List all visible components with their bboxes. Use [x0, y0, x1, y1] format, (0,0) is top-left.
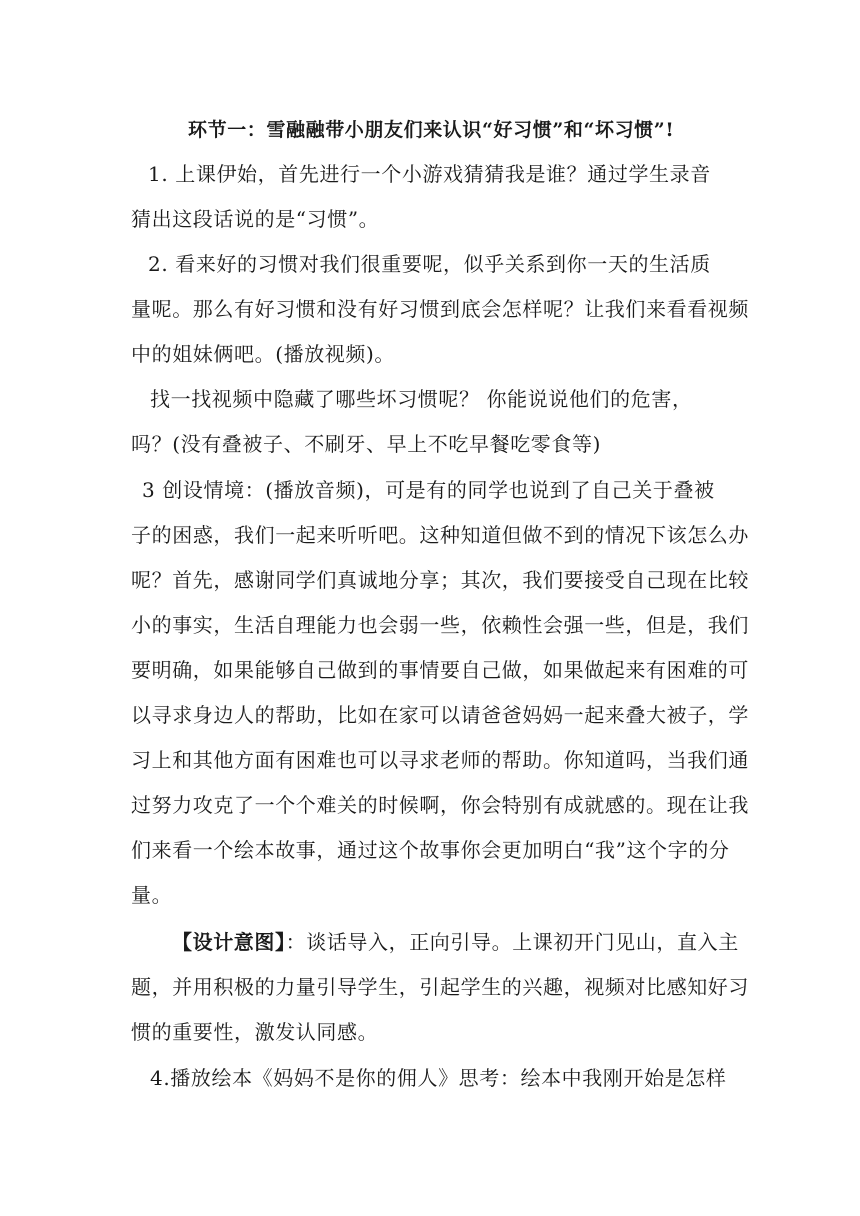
paragraph-line: 以寻求身边人的帮助，比如在家可以请爸爸妈妈一起来叠大被子，学 — [131, 703, 749, 727]
section-heading: 环节一：雪融融带小朋友们来认识“好习惯”和“坏习惯”! — [188, 119, 675, 141]
paragraph-line: 要明确，如果能够自己做到的事情要自己做，如果做起来有困难的可 — [131, 658, 749, 682]
paragraph-line: 题，并用积极的力量引导学生，引起学生的兴趣，视频对比感知好习 — [131, 975, 749, 999]
design-intent-label: 【设计意图】 — [172, 930, 286, 954]
paragraph-line: 惯的重要性，激发认同感。 — [131, 1020, 379, 1044]
paragraph-line: 们来看一个绘本故事，通过这个故事你会更加明白“我”这个字的分 — [131, 838, 730, 862]
paragraph-line: 量。 — [131, 883, 173, 907]
paragraph-line: 子的困惑，我们一起来听听吧。这种知道但做不到的情况下该怎么办 — [131, 523, 749, 547]
paragraph-line: 3 创设情境：(播放音频)，可是有的同学也说到了自己关于叠被 — [142, 478, 715, 502]
paragraph-line: 吗？(没有叠被子、不刷牙、早上不吃早餐吃零食等) — [131, 432, 602, 456]
paragraph-line: 4.播放绘本《妈妈不是你的佣人》思考：绘本中我刚开始是怎样 — [150, 1066, 727, 1090]
paragraph-line: 量呢。那么有好习惯和没有好习惯到底会怎样呢？让我们来看看视频 — [131, 297, 749, 321]
paragraph-line: 1. 上课伊始，首先进行一个小游戏猜猜我是谁？通过学生录音 — [148, 162, 711, 186]
design-intent-line — [172, 928, 772, 956]
paragraph-line: 2. 看来好的习惯对我们很重要呢，似乎关系到你一天的生活质 — [148, 252, 711, 276]
paragraph-line: 小的事实，生活自理能力也会弱一些，依赖性会强一些，但是，我们 — [131, 613, 749, 637]
paragraph-line: 过努力攻克了一个个难关的时候啊，你会特别有成就感的。现在让我 — [131, 793, 749, 817]
design-intent-text: ：谈话导入，正向引导。上课初开门见山，直入主 — [285, 930, 739, 954]
paragraph-line: 找一找视频中隐藏了哪些坏习惯呢？ 你能说说他们的危害， — [150, 387, 693, 411]
paragraph-line: 猜出这段话说的是“习惯”。 — [131, 207, 380, 231]
paragraph-line: 习上和其他方面有困难也可以寻求老师的帮助。你知道吗，当我们通 — [131, 748, 749, 772]
paragraph-line: 中的姐妹俩吧。(播放视频)。 — [131, 342, 396, 366]
paragraph-line: 呢？首先，感谢同学们真诚地分享；其次，我们要接受自己现在比较 — [131, 568, 749, 592]
